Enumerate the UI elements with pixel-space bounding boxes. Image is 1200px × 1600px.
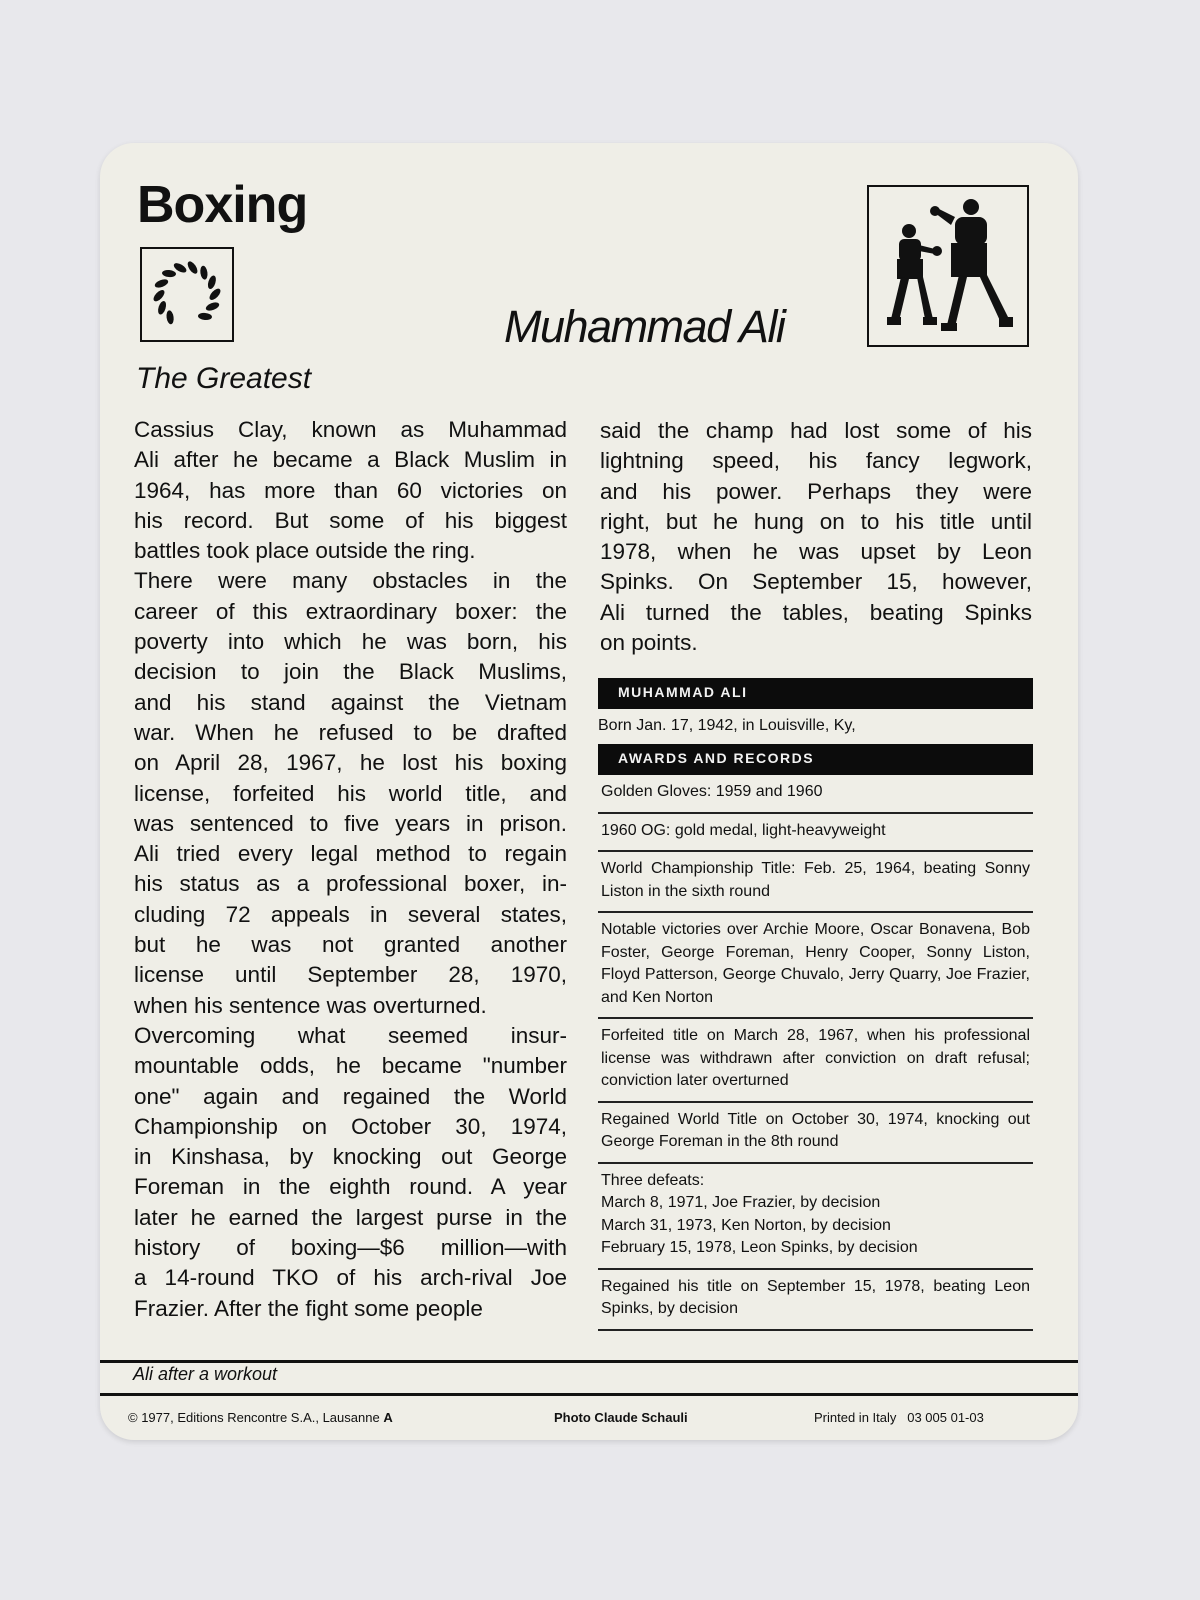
birth-info: Born Jan. 17, 1942, in Louisville, Ky, <box>598 717 856 734</box>
biography-right-column <box>600 416 1032 658</box>
record-text: Forfeited title on March 28, 1967, when his professional license was withdrawn after conviction on draft refusal; conviction later overturned <box>601 1027 1030 1089</box>
record-text: March 31, 1973, Ken Norton, by decision <box>601 1216 891 1234</box>
text-line: and his stand against the Vietnam <box>134 689 567 715</box>
printed-text: Printed in Italy <box>814 1410 897 1425</box>
text-line: 1964, has more than 60 victories on <box>134 477 567 503</box>
card-code: 03 005 01-03 <box>907 1410 984 1425</box>
text-line: license, forfeited his world title, and <box>134 780 567 806</box>
records-header: AWARDS AND RECORDS <box>598 744 1033 775</box>
text-line: lightning speed, his fancy legwork, <box>600 448 1032 474</box>
record-text: February 15, 1978, Leon Spinks, by decision <box>601 1239 918 1256</box>
laurel-leaf <box>186 260 200 276</box>
laurel-leaf <box>154 278 170 289</box>
text-line: on points. <box>600 630 698 656</box>
text-line: on April 28, 1967, he lost his boxing <box>134 750 567 776</box>
laurel-leaf <box>152 288 167 303</box>
text-line: Cassius Clay, known as Muhammad <box>134 417 567 442</box>
records-list <box>598 775 1033 1331</box>
text-line: war. When he refused to be drafted <box>134 719 567 745</box>
text-line: Overcoming what seemed insur- <box>134 1022 567 1048</box>
bio-header: MUHAMMAD ALI <box>598 678 1033 709</box>
record-item <box>598 1164 1033 1270</box>
copyright-text: © 1977, Editions Rencontre S.A., Lausanne <box>128 1410 380 1425</box>
text-line: later he earned the largest purse in the <box>134 1204 567 1230</box>
text-line: when his sentence was overturned. <box>134 992 487 1018</box>
text-line: and his power. Perhaps they were <box>600 478 1032 504</box>
laurel-leaf <box>206 275 217 290</box>
record-item <box>598 1019 1033 1103</box>
text-line: Frazier. After the fight some people <box>134 1295 483 1321</box>
record-text: Notable victories over Archie Moore, Oscar Bonavena, Bob Foster, George Foreman, Henry Cooper, Sonny Liston, Floyd Patterson, George Chuvalo, Jerry Quarry, Joe Frazier, and Ken Norton <box>601 921 1030 1006</box>
sports-card <box>100 143 1078 1440</box>
sport-title: Boxing <box>137 176 308 234</box>
record-text: Golden Gloves: 1959 and 1960 <box>601 783 823 800</box>
text-line: right, but he hung on to his title until <box>600 508 1032 534</box>
text-line: a 14-round TKO of his arch-rival Joe <box>134 1265 567 1291</box>
text-line: said the champ had lost some of his <box>600 418 1032 443</box>
text-line: decision to join the Black Muslims, <box>134 659 567 685</box>
record-text: World Championship Title: Feb. 25, 1964, beating Sonny Liston in the sixth round <box>601 860 1030 900</box>
record-item <box>598 852 1033 913</box>
biography-left-column <box>134 415 567 1324</box>
divider <box>100 1393 1078 1396</box>
photo-credit: Photo Claude Schauli <box>554 1410 688 1425</box>
laurel-leaf <box>162 269 177 277</box>
athlete-name: Muhammad Ali <box>504 301 785 352</box>
text-line: history of boxing—$6 million—with <box>134 1235 567 1261</box>
laurel-leaf <box>208 287 223 302</box>
text-line: his status as a professional boxer, in- <box>134 871 567 897</box>
text-line: cluding 72 appeals in several states, <box>134 901 567 927</box>
record-item <box>598 1270 1033 1331</box>
text-line: Spinks. On September 15, however, <box>600 569 1032 595</box>
text-line: poverty into which he was born, his <box>134 629 567 655</box>
text-line: Foreman in the eighth round. A year <box>134 1174 567 1200</box>
laurel-leaf <box>205 301 221 312</box>
printed-info <box>814 1410 984 1425</box>
record-item <box>598 775 1033 814</box>
text-line: one" again and regained the World <box>134 1083 567 1109</box>
text-line: mountable odds, he became "number <box>134 1053 567 1079</box>
boxers-illustration-icon <box>867 185 1029 347</box>
text-line: career of this extraordinary boxer: the <box>134 598 567 624</box>
text-line: but he was not granted another <box>134 932 567 958</box>
text-line: 1978, when he was upset by Leon <box>600 539 1032 565</box>
record-item <box>598 814 1033 853</box>
record-text: 1960 OG: gold medal, light-heavyweight <box>601 821 886 839</box>
text-line: Championship on October 30, 1974, <box>134 1113 567 1139</box>
record-item <box>598 913 1033 1019</box>
photo-caption: Ali after a workout <box>133 1364 278 1384</box>
record-text: March 8, 1971, Joe Frazier, by decision <box>601 1194 881 1211</box>
laurel-leaf <box>157 300 168 315</box>
text-line: was sentenced to five years in prison. <box>134 810 567 836</box>
laurel-leaf <box>198 312 213 320</box>
record-text: Regained his title on September 15, 1978, beating Leon Spinks, by decision <box>601 1277 1030 1317</box>
laurel-leaf <box>199 265 208 280</box>
laurel-leaf <box>166 310 175 325</box>
text-line: There were many obstacles in the <box>134 568 567 594</box>
text-line: Ali turned the tables, beating Spinks <box>600 599 1032 625</box>
text-line: Ali tried every legal method to regain <box>134 841 567 867</box>
record-text: Three defeats: <box>601 1171 705 1189</box>
series-letter: A <box>383 1410 393 1425</box>
copyright <box>128 1410 393 1425</box>
text-line: Ali after he became a Black Muslim in <box>134 447 567 473</box>
record-item <box>598 1103 1033 1164</box>
laurel-wreath-icon <box>140 247 234 342</box>
text-line: in Kinshasa, by knocking out George <box>134 1144 567 1170</box>
text-line: license until September 28, 1970, <box>134 962 567 988</box>
text-line: his record. But some of his biggest <box>134 507 567 533</box>
text-line: battles took place outside the ring. <box>134 538 476 564</box>
divider <box>100 1360 1078 1363</box>
card-subtitle: The Greatest <box>136 362 312 395</box>
record-text: Regained World Title on October 30, 1974, knocking out George Foreman in the 8th round <box>601 1110 1030 1150</box>
